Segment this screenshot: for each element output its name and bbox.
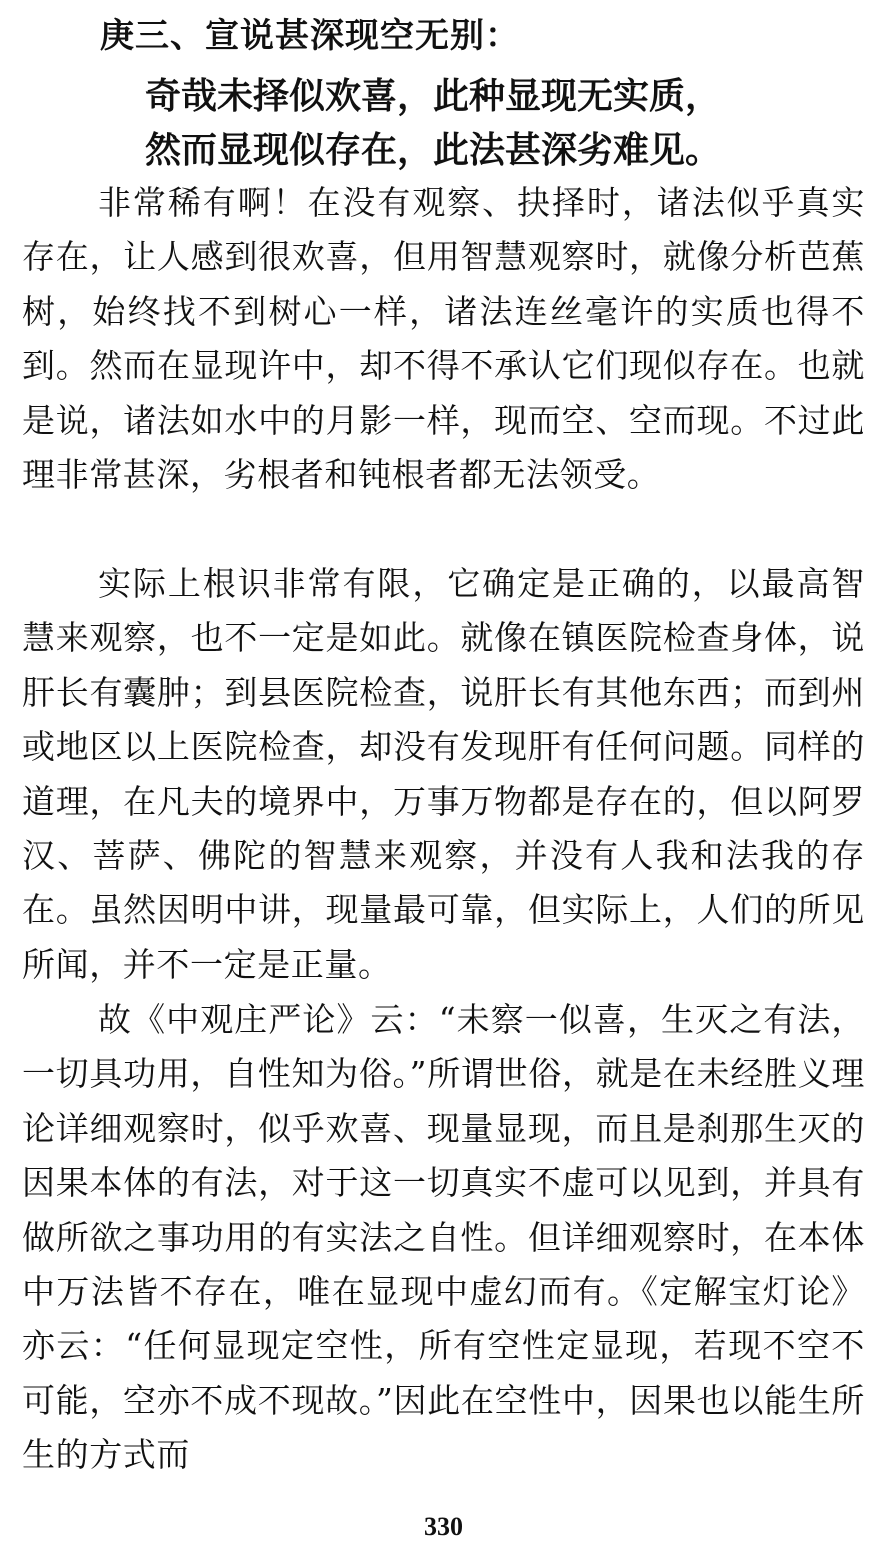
commentary-paragraph-2: 实际上根识非常有限，它确定是正确的，以最高智慧来观察，也不一定是如此。就像在镇医院检查身体，说肝长有囊肿；到县医院检查，说肝长有其他东西；而到州或地区以上医院检查，却没有发现肝有任何问题。同样的道理，在凡夫的境界中，万事万物都是存在的，但以阿罗汉、菩萨、佛陀的智慧来观察，并没有人我和法我的存在。虽然因明中讲，现量最可靠，但实际上，人们的所见所闻，并不一定是正量。 <box>22 564 865 984</box>
section-heading: 庚三、宣说甚深现空无别： <box>100 16 520 56</box>
verse-line-2: 然而显现似存在，此法甚深劣难见。 <box>145 129 722 171</box>
verse-line-1: 奇哉未择似欢喜，此种显现无实质， <box>145 75 722 117</box>
commentary-paragraph-1: 非常稀有啊！在没有观察、抉择时，诸法似乎真实存在，让人感到很欢喜，但用智慧观察时，就像分析芭蕉树，始终找不到树心一样，诸法连丝毫许的实质也得不到。然而在显现许中，却不得不承认它们现似存在。也就是说，诸法如水中的月影一样，现而空、空而现。不过此理非常甚深，劣根者和钝根者都无法领受。 <box>22 183 865 495</box>
page-number: 330 <box>424 1512 463 1541</box>
commentary-paragraph-3: 故《中观庄严论》云：“未察一似喜，生灭之有法，一切具功用，自性知为俗。”所谓世俗，就是在未经胜义理论详细观察时，似乎欢喜、现量显现，而且是刹那生灭的因果本体的有法，对于这一切真实不虚可以见到，并具有做所欲之事功用的有实法之自性。但详细观察时，在本体中万法皆不存在，唯在显现中虚幻而有。《定解宝灯论》亦云：“任何显现定空性，所有空性定显现，若现不空不可能，空亦不成不现故。”因此在空性中，因果也以能生所生的方式而 <box>22 1000 865 1475</box>
